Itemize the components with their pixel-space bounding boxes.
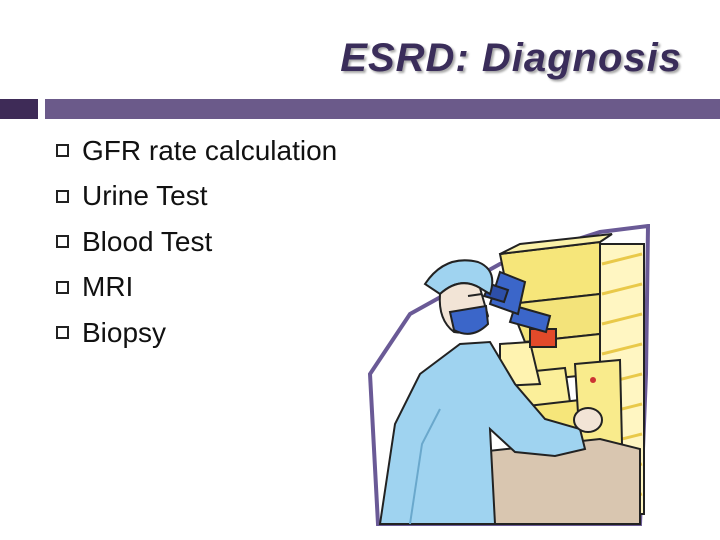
- title-rule-accent: [0, 99, 38, 119]
- bullet-text: GFR rate calculation: [82, 134, 338, 166]
- hollow-square-icon: [56, 326, 69, 339]
- bullet-text: Urine Test: [82, 180, 208, 212]
- bullet-item: [56, 265, 337, 311]
- bullet-list: [56, 128, 337, 356]
- bullet-item: [56, 174, 337, 220]
- bullet-item: [56, 310, 337, 356]
- lab-technician-microscope-icon: [350, 224, 650, 530]
- bullet-item: [56, 219, 337, 265]
- bullet-text: Biopsy: [82, 316, 167, 348]
- title-rule: [45, 99, 720, 119]
- hollow-square-icon: [56, 190, 69, 203]
- slide-title: ESRD: Diagnosis: [340, 36, 682, 80]
- hollow-square-icon: [56, 235, 69, 248]
- hollow-square-icon: [56, 281, 69, 294]
- bullet-text: MRI: [82, 271, 134, 303]
- bullet-item: [56, 128, 337, 174]
- bullet-text: Blood Test: [82, 225, 213, 257]
- hollow-square-icon: [56, 144, 69, 157]
